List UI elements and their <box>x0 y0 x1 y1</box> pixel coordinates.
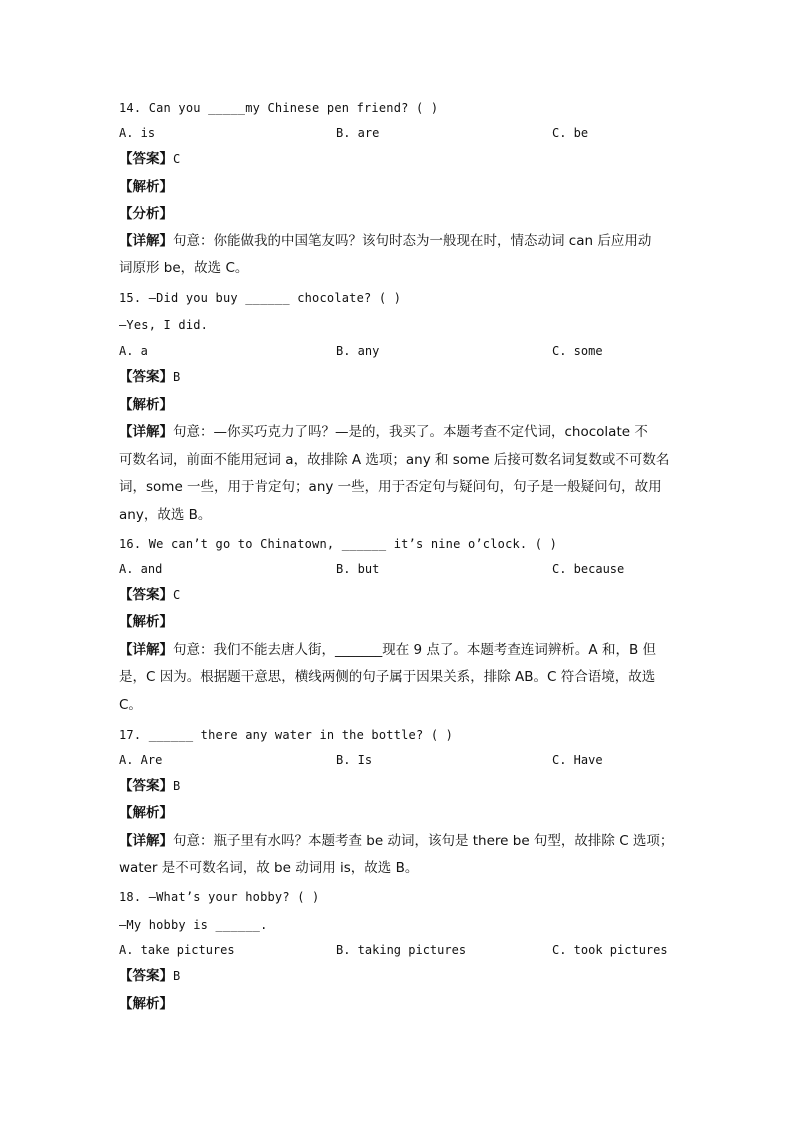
answer-label: 【答案】 <box>119 778 173 794</box>
fenxi-label: 【分析】 <box>119 206 173 222</box>
detail-text-continued: any，故选 B。 <box>119 507 212 523</box>
detail-line <box>119 832 679 851</box>
detail-text-continued: 可数名词，前面不能用冠词 a，故排除 A 选项；any 和 some 后接可数名词复数或不可数名 <box>119 452 670 468</box>
option-a: A. and <box>119 562 163 576</box>
option-c: C. took pictures <box>552 943 668 957</box>
answer-label: 【答案】 <box>119 151 173 167</box>
answer-label: 【答案】 <box>119 587 173 603</box>
answer-line <box>119 586 679 605</box>
question-stem: 16. We can’t go to Chinatown, ______ it’s nine o’clock. ( ) <box>119 537 558 551</box>
option-b: B. any <box>336 344 380 358</box>
answer-value: B <box>173 779 181 793</box>
detail-text-continued: C。 <box>119 697 142 713</box>
option-a: A. a <box>119 344 148 358</box>
detail-label: 【详解】 <box>119 424 173 440</box>
analysis-line <box>119 396 679 415</box>
question-stem: 17. ______ there any water in the bottle? ( ) <box>119 728 454 742</box>
answer-line <box>119 777 679 796</box>
option-b: B. are <box>336 126 380 140</box>
detail-text-continued: 是，C 因为。根据题干意思，横线两侧的句子属于因果关系，排除 AB。C 符合语境，故选 <box>119 669 656 685</box>
detail-text: 句意：—你买巧克力了吗？—是的，我买了。本题考查不定代词，chocolate 不 <box>173 424 648 440</box>
fenxi-line <box>119 205 679 224</box>
analysis-line <box>119 178 679 197</box>
option-a: A. Are <box>119 753 163 767</box>
answer-line <box>119 967 679 986</box>
option-c: C. be <box>552 126 589 140</box>
option-c: C. some <box>552 344 603 358</box>
detail-text: 句意：瓶子里有水吗？本题考查 be 动词，该句是 there be 句型，故排除 C 选项； <box>173 833 674 849</box>
detail-text-continued: water 是不可数名词，故 be 动词用 is，故选 B。 <box>119 860 419 876</box>
option-b: B. Is <box>336 753 373 767</box>
analysis-label: 【解析】 <box>119 397 173 413</box>
answer-value: B <box>173 370 181 384</box>
option-c: C. because <box>552 562 625 576</box>
answer-line <box>119 368 679 387</box>
detail-line <box>119 423 679 442</box>
option-c: C. Have <box>552 753 603 767</box>
detail-label: 【详解】 <box>119 833 173 849</box>
detail-text: 句意：我们不能去唐人街，_______现在 9 点了。本题考查连词辨析。A 和，B 但 <box>173 642 656 658</box>
detail-label: 【详解】 <box>119 233 173 249</box>
analysis-label: 【解析】 <box>119 179 173 195</box>
question-stem: 15. —Did you buy ______ chocolate? ( ) <box>119 291 402 305</box>
detail-text: 句意：你能做我的中国笔友吗？该句时态为一般现在时，情态动词 can 后应用动 <box>173 233 652 249</box>
answer-value: C <box>173 152 181 166</box>
analysis-label: 【解析】 <box>119 996 173 1012</box>
option-a: A. is <box>119 126 156 140</box>
detail-text-continued: 词，some 一些，用于肯定句；any 一些，用于否定句与疑问句，句子是一般疑问句，故用 <box>119 479 662 495</box>
detail-label: 【详解】 <box>119 642 173 658</box>
detail-text-continued: 词原形 be，故选 C。 <box>119 260 249 276</box>
answer-value: C <box>173 588 181 602</box>
analysis-label: 【解析】 <box>119 614 173 630</box>
detail-line <box>119 641 679 660</box>
analysis-line <box>119 613 679 632</box>
option-b: B. but <box>336 562 380 576</box>
answer-label: 【答案】 <box>119 369 173 385</box>
answer-label: 【答案】 <box>119 968 173 984</box>
question-reply: —My hobby is ______. <box>119 918 268 932</box>
detail-line <box>119 232 679 251</box>
question-reply: —Yes, I did. <box>119 318 209 332</box>
question-stem: 14. Can you _____my Chinese pen friend? ( ) <box>119 101 439 115</box>
option-b: B. taking pictures <box>336 943 467 957</box>
analysis-line <box>119 995 679 1014</box>
answer-value: B <box>173 969 181 983</box>
question-stem: 18. —What’s your hobby? ( ) <box>119 890 320 904</box>
answer-line <box>119 150 679 169</box>
analysis-label: 【解析】 <box>119 805 173 821</box>
analysis-line <box>119 804 679 823</box>
option-a: A. take pictures <box>119 943 235 957</box>
